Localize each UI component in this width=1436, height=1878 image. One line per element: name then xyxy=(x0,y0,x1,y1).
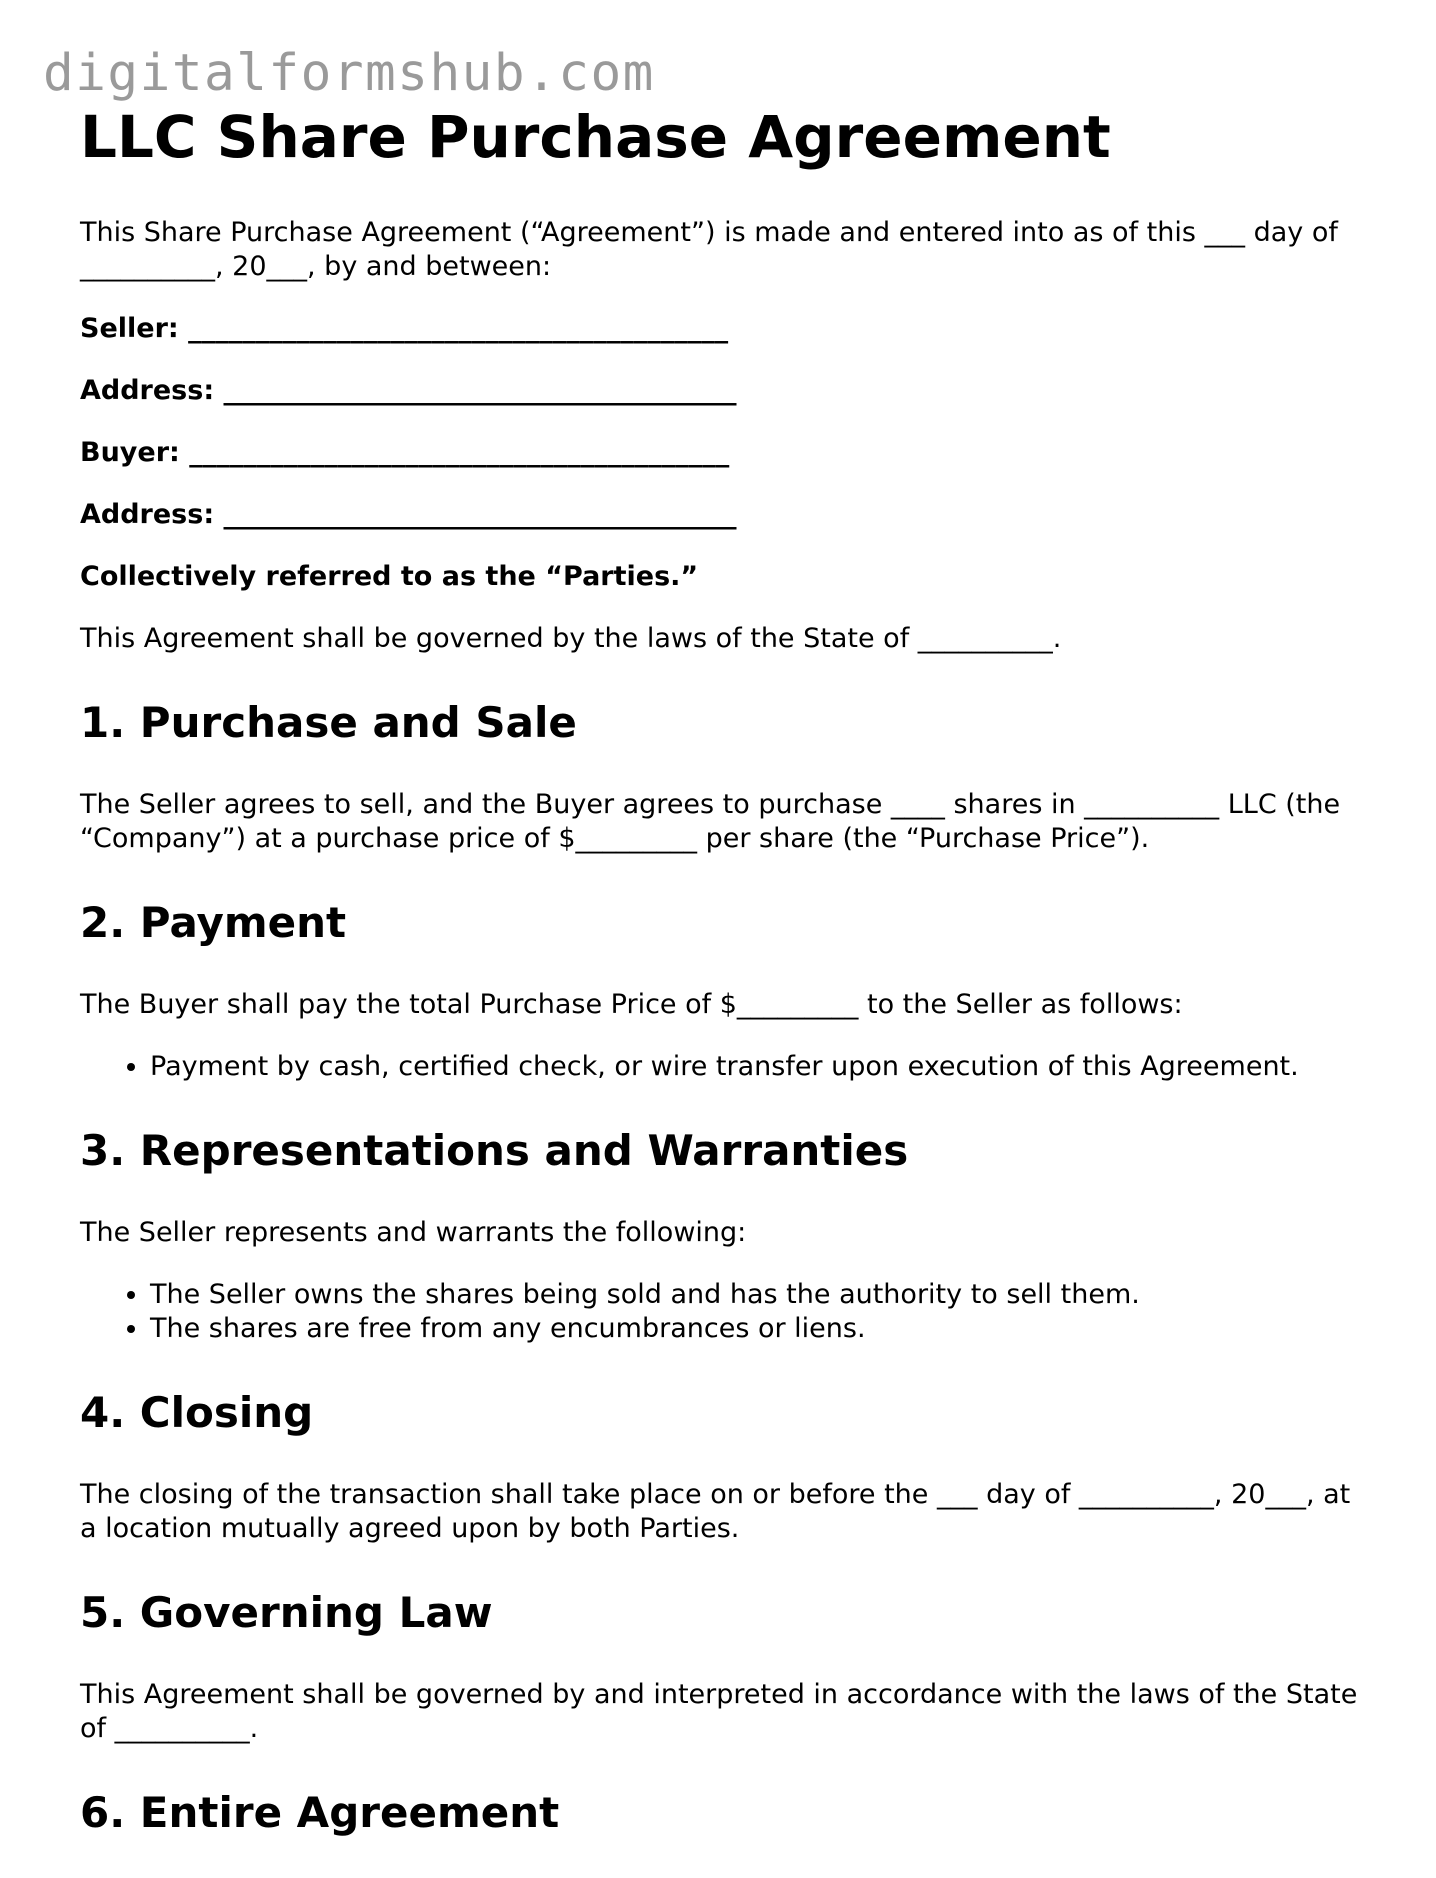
section-heading: 2. Payment xyxy=(80,898,347,947)
seller-address-field: Address: ______________________________________ xyxy=(80,375,737,406)
section-representations-and-warranties xyxy=(80,1124,1370,1346)
section-body: This Agreement shall be governed by and interpreted in accordance with the laws of the State of __________. xyxy=(80,1679,1358,1744)
section-closing xyxy=(80,1386,1370,1546)
buyer-address-field: Address: ______________________________________ xyxy=(80,499,737,530)
watermark-text: digitalformshub.com xyxy=(43,44,655,103)
section-heading: 5. Governing Law xyxy=(80,1588,493,1637)
section-heading: 4. Closing xyxy=(80,1388,314,1437)
section-heading: 3. Representations and Warranties xyxy=(80,1126,909,1175)
section-purchase-and-sale xyxy=(80,696,1370,856)
section-entire-agreement xyxy=(80,1786,1370,1840)
bullet-list xyxy=(80,1278,1370,1346)
buyer-field: Buyer: ________________________________________ xyxy=(80,437,730,468)
section-heading: 1. Purchase and Sale xyxy=(80,698,577,747)
section-heading: 6. Entire Agreement xyxy=(80,1788,560,1837)
section-payment xyxy=(80,896,1370,1084)
list-item: • The Seller owns the shares being sold and has the authority to sell them. xyxy=(150,1278,1370,1312)
bullet-list xyxy=(80,1050,1370,1084)
document-title: LLC Share Purchase Agreement xyxy=(80,103,1111,171)
section-body: The Seller represents and warrants the following: xyxy=(80,1217,747,1248)
seller-field: Seller: ________________________________________ xyxy=(80,313,729,344)
section-governing-law xyxy=(80,1586,1370,1746)
section-body: The closing of the transaction shall take place on or before the ___ day of __________, 20___, at a location mutually agreed upon by both Parties. xyxy=(80,1479,1351,1544)
parties-collective-note: Collectively referred to as the “Parties.” xyxy=(80,561,699,592)
list-item: • Payment by cash, certified check, or wire transfer upon execution of this Agreement. xyxy=(150,1050,1370,1084)
section-body: The Buyer shall pay the total Purchase Price of $_________ to the Seller as follows: xyxy=(80,989,1183,1020)
governing-law-intro: This Agreement shall be governed by the laws of the State of __________. xyxy=(80,623,1062,654)
document xyxy=(80,98,1370,1878)
intro-paragraph: This Share Purchase Agreement (“Agreement”) is made and entered into as of this ___ day of __________, 20___, by and between: xyxy=(80,217,1338,282)
list-item: • The shares are free from any encumbrances or liens. xyxy=(150,1312,1370,1346)
section-body: The Seller agrees to sell, and the Buyer agrees to purchase ____ shares in __________ LLC (the “Company”) at a purchase price of $_________ per share (the “Purchase Price”). xyxy=(80,789,1341,854)
